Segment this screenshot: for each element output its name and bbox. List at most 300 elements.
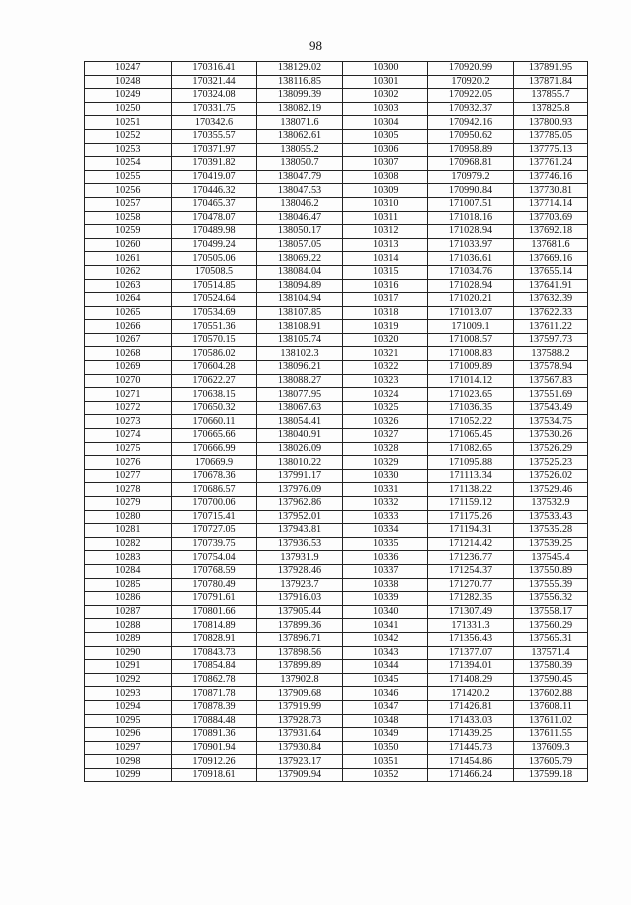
point-number-left-cell: 10295 bbox=[85, 714, 172, 728]
x-coordinate-left-cell: 170514.85 bbox=[172, 279, 257, 293]
y-coordinate-left-cell: 138099.39 bbox=[257, 89, 343, 103]
y-coordinate-left-cell: 138026.09 bbox=[257, 442, 343, 456]
x-coordinate-left-cell: 170342.6 bbox=[172, 116, 257, 130]
point-number-right-cell: 10337 bbox=[343, 564, 428, 578]
table-row bbox=[85, 265, 588, 279]
table-row bbox=[85, 252, 588, 266]
y-coordinate-left-cell: 138096.21 bbox=[257, 361, 343, 375]
point-number-left-cell: 10292 bbox=[85, 673, 172, 687]
table-row bbox=[85, 646, 588, 660]
x-coordinate-left-cell: 170891.36 bbox=[172, 728, 257, 742]
point-number-left-cell: 10276 bbox=[85, 456, 172, 470]
x-coordinate-left-cell: 170754.04 bbox=[172, 551, 257, 565]
point-number-right-cell: 10307 bbox=[343, 157, 428, 171]
table-row bbox=[85, 143, 588, 157]
table-row bbox=[85, 197, 588, 211]
x-coordinate-right-cell: 170922.05 bbox=[428, 89, 514, 103]
y-coordinate-left-cell: 138050.7 bbox=[257, 157, 343, 171]
point-number-right-cell: 10314 bbox=[343, 252, 428, 266]
point-number-right-cell: 10351 bbox=[343, 755, 428, 769]
x-coordinate-left-cell: 170508.5 bbox=[172, 265, 257, 279]
point-number-left-cell: 10297 bbox=[85, 741, 172, 755]
table-row bbox=[85, 415, 588, 429]
table-row bbox=[85, 89, 588, 103]
y-coordinate-right-cell: 137535.28 bbox=[514, 524, 588, 538]
table-row bbox=[85, 374, 588, 388]
y-coordinate-left-cell: 138108.91 bbox=[257, 320, 343, 334]
x-coordinate-left-cell: 170814.89 bbox=[172, 619, 257, 633]
point-number-right-cell: 10340 bbox=[343, 605, 428, 619]
y-coordinate-right-cell: 137588.2 bbox=[514, 347, 588, 361]
y-coordinate-left-cell: 137898.56 bbox=[257, 646, 343, 660]
table-row bbox=[85, 429, 588, 443]
point-number-left-cell: 10253 bbox=[85, 143, 172, 157]
point-number-left-cell: 10280 bbox=[85, 510, 172, 524]
x-coordinate-left-cell: 170650.32 bbox=[172, 401, 257, 415]
table-row bbox=[85, 306, 588, 320]
table-row bbox=[85, 741, 588, 755]
x-coordinate-right-cell: 170958.89 bbox=[428, 143, 514, 157]
point-number-right-cell: 10329 bbox=[343, 456, 428, 470]
y-coordinate-left-cell: 138069.22 bbox=[257, 252, 343, 266]
table-row bbox=[85, 524, 588, 538]
y-coordinate-left-cell: 137896.71 bbox=[257, 632, 343, 646]
y-coordinate-left-cell: 137931.64 bbox=[257, 728, 343, 742]
y-coordinate-left-cell: 138067.63 bbox=[257, 401, 343, 415]
table-row bbox=[85, 211, 588, 225]
point-number-left-cell: 10249 bbox=[85, 89, 172, 103]
x-coordinate-left-cell: 170478.07 bbox=[172, 211, 257, 225]
point-number-left-cell: 10290 bbox=[85, 646, 172, 660]
y-coordinate-right-cell: 137891.95 bbox=[514, 62, 588, 76]
y-coordinate-left-cell: 138102.3 bbox=[257, 347, 343, 361]
y-coordinate-right-cell: 137714.14 bbox=[514, 197, 588, 211]
y-coordinate-left-cell: 138047.79 bbox=[257, 170, 343, 184]
point-number-right-cell: 10319 bbox=[343, 320, 428, 334]
y-coordinate-left-cell: 137909.68 bbox=[257, 687, 343, 701]
y-coordinate-right-cell: 137632.39 bbox=[514, 293, 588, 307]
y-coordinate-right-cell: 137730.81 bbox=[514, 184, 588, 198]
point-number-left-cell: 10289 bbox=[85, 632, 172, 646]
y-coordinate-right-cell: 137560.29 bbox=[514, 619, 588, 633]
x-coordinate-left-cell: 170901.94 bbox=[172, 741, 257, 755]
x-coordinate-right-cell: 171018.16 bbox=[428, 211, 514, 225]
x-coordinate-right-cell: 171439.25 bbox=[428, 728, 514, 742]
table-row bbox=[85, 483, 588, 497]
table-row bbox=[85, 578, 588, 592]
table-row bbox=[85, 605, 588, 619]
x-coordinate-right-cell: 171445.73 bbox=[428, 741, 514, 755]
x-coordinate-right-cell: 171020.21 bbox=[428, 293, 514, 307]
point-number-left-cell: 10299 bbox=[85, 768, 172, 782]
point-number-left-cell: 10266 bbox=[85, 320, 172, 334]
x-coordinate-left-cell: 170586.02 bbox=[172, 347, 257, 361]
x-coordinate-left-cell: 170419.07 bbox=[172, 170, 257, 184]
x-coordinate-right-cell: 170932.37 bbox=[428, 102, 514, 116]
table-row bbox=[85, 347, 588, 361]
table-row bbox=[85, 714, 588, 728]
x-coordinate-left-cell: 170391.82 bbox=[172, 157, 257, 171]
x-coordinate-left-cell: 170878.39 bbox=[172, 700, 257, 714]
x-coordinate-left-cell: 170604.28 bbox=[172, 361, 257, 375]
table-row bbox=[85, 361, 588, 375]
table-row bbox=[85, 170, 588, 184]
x-coordinate-right-cell: 170950.62 bbox=[428, 129, 514, 143]
x-coordinate-left-cell: 170321.44 bbox=[172, 75, 257, 89]
point-number-left-cell: 10284 bbox=[85, 564, 172, 578]
x-coordinate-right-cell: 171095.88 bbox=[428, 456, 514, 470]
y-coordinate-right-cell: 137622.33 bbox=[514, 306, 588, 320]
y-coordinate-left-cell: 138094.89 bbox=[257, 279, 343, 293]
table-row bbox=[85, 333, 588, 347]
y-coordinate-right-cell: 137529.46 bbox=[514, 483, 588, 497]
x-coordinate-left-cell: 170570.15 bbox=[172, 333, 257, 347]
point-number-right-cell: 10345 bbox=[343, 673, 428, 687]
y-coordinate-left-cell: 137952.01 bbox=[257, 510, 343, 524]
x-coordinate-left-cell: 170715.41 bbox=[172, 510, 257, 524]
point-number-left-cell: 10274 bbox=[85, 429, 172, 443]
point-number-right-cell: 10349 bbox=[343, 728, 428, 742]
x-coordinate-right-cell: 171454.86 bbox=[428, 755, 514, 769]
x-coordinate-right-cell: 171270.77 bbox=[428, 578, 514, 592]
point-number-right-cell: 10343 bbox=[343, 646, 428, 660]
point-number-right-cell: 10335 bbox=[343, 537, 428, 551]
table-row bbox=[85, 510, 588, 524]
table-row bbox=[85, 129, 588, 143]
point-number-left-cell: 10273 bbox=[85, 415, 172, 429]
point-number-right-cell: 10330 bbox=[343, 469, 428, 483]
point-number-right-cell: 10336 bbox=[343, 551, 428, 565]
x-coordinate-left-cell: 170780.49 bbox=[172, 578, 257, 592]
point-number-left-cell: 10294 bbox=[85, 700, 172, 714]
y-coordinate-right-cell: 137597.73 bbox=[514, 333, 588, 347]
y-coordinate-right-cell: 137605.79 bbox=[514, 755, 588, 769]
point-number-left-cell: 10263 bbox=[85, 279, 172, 293]
x-coordinate-left-cell: 170666.99 bbox=[172, 442, 257, 456]
y-coordinate-left-cell: 137962.86 bbox=[257, 497, 343, 511]
x-coordinate-left-cell: 170331.75 bbox=[172, 102, 257, 116]
x-coordinate-right-cell: 171377.07 bbox=[428, 646, 514, 660]
point-number-left-cell: 10272 bbox=[85, 401, 172, 415]
y-coordinate-right-cell: 137746.16 bbox=[514, 170, 588, 184]
y-coordinate-right-cell: 137565.31 bbox=[514, 632, 588, 646]
y-coordinate-left-cell: 138057.05 bbox=[257, 238, 343, 252]
point-number-right-cell: 10304 bbox=[343, 116, 428, 130]
point-number-left-cell: 10288 bbox=[85, 619, 172, 633]
point-number-right-cell: 10306 bbox=[343, 143, 428, 157]
point-number-left-cell: 10260 bbox=[85, 238, 172, 252]
x-coordinate-left-cell: 170638.15 bbox=[172, 388, 257, 402]
y-coordinate-right-cell: 137692.18 bbox=[514, 225, 588, 239]
x-coordinate-right-cell: 171009.1 bbox=[428, 320, 514, 334]
point-number-left-cell: 10293 bbox=[85, 687, 172, 701]
point-number-right-cell: 10331 bbox=[343, 483, 428, 497]
y-coordinate-right-cell: 137775.13 bbox=[514, 143, 588, 157]
point-number-left-cell: 10282 bbox=[85, 537, 172, 551]
table-row bbox=[85, 116, 588, 130]
point-number-left-cell: 10256 bbox=[85, 184, 172, 198]
x-coordinate-right-cell: 171009.89 bbox=[428, 361, 514, 375]
x-coordinate-right-cell: 171028.94 bbox=[428, 225, 514, 239]
x-coordinate-left-cell: 170316.41 bbox=[172, 62, 257, 76]
point-number-right-cell: 10324 bbox=[343, 388, 428, 402]
point-number-left-cell: 10262 bbox=[85, 265, 172, 279]
point-number-right-cell: 10310 bbox=[343, 197, 428, 211]
point-number-left-cell: 10277 bbox=[85, 469, 172, 483]
point-number-right-cell: 10344 bbox=[343, 660, 428, 674]
x-coordinate-right-cell: 171036.35 bbox=[428, 401, 514, 415]
y-coordinate-left-cell: 138046.47 bbox=[257, 211, 343, 225]
x-coordinate-left-cell: 170862.78 bbox=[172, 673, 257, 687]
point-number-left-cell: 10267 bbox=[85, 333, 172, 347]
y-coordinate-left-cell: 137930.84 bbox=[257, 741, 343, 755]
y-coordinate-left-cell: 137928.73 bbox=[257, 714, 343, 728]
x-coordinate-left-cell: 170669.9 bbox=[172, 456, 257, 470]
y-coordinate-left-cell: 138046.2 bbox=[257, 197, 343, 211]
y-coordinate-left-cell: 137916.03 bbox=[257, 592, 343, 606]
x-coordinate-left-cell: 170489.98 bbox=[172, 225, 257, 239]
table-row bbox=[85, 102, 588, 116]
point-number-left-cell: 10275 bbox=[85, 442, 172, 456]
x-coordinate-left-cell: 170622.27 bbox=[172, 374, 257, 388]
table-row bbox=[85, 551, 588, 565]
y-coordinate-left-cell: 137899.36 bbox=[257, 619, 343, 633]
x-coordinate-left-cell: 170871.78 bbox=[172, 687, 257, 701]
x-coordinate-right-cell: 171214.42 bbox=[428, 537, 514, 551]
y-coordinate-right-cell: 137525.23 bbox=[514, 456, 588, 470]
x-coordinate-right-cell: 171113.34 bbox=[428, 469, 514, 483]
page-number: 98 bbox=[309, 38, 322, 53]
point-number-right-cell: 10334 bbox=[343, 524, 428, 538]
y-coordinate-right-cell: 137703.69 bbox=[514, 211, 588, 225]
y-coordinate-left-cell: 137919.99 bbox=[257, 700, 343, 714]
x-coordinate-left-cell: 170843.73 bbox=[172, 646, 257, 660]
y-coordinate-right-cell: 137608.11 bbox=[514, 700, 588, 714]
x-coordinate-left-cell: 170355.57 bbox=[172, 129, 257, 143]
x-coordinate-left-cell: 170371.97 bbox=[172, 143, 257, 157]
y-coordinate-right-cell: 137855.7 bbox=[514, 89, 588, 103]
point-number-right-cell: 10338 bbox=[343, 578, 428, 592]
point-number-left-cell: 10248 bbox=[85, 75, 172, 89]
point-number-right-cell: 10320 bbox=[343, 333, 428, 347]
point-number-left-cell: 10252 bbox=[85, 129, 172, 143]
y-coordinate-left-cell: 138071.6 bbox=[257, 116, 343, 130]
x-coordinate-left-cell: 170768.59 bbox=[172, 564, 257, 578]
point-number-right-cell: 10311 bbox=[343, 211, 428, 225]
table-row bbox=[85, 293, 588, 307]
y-coordinate-left-cell: 137976.09 bbox=[257, 483, 343, 497]
point-number-right-cell: 10339 bbox=[343, 592, 428, 606]
point-number-left-cell: 10281 bbox=[85, 524, 172, 538]
y-coordinate-left-cell: 138084.04 bbox=[257, 265, 343, 279]
point-number-right-cell: 10312 bbox=[343, 225, 428, 239]
point-number-left-cell: 10269 bbox=[85, 361, 172, 375]
x-coordinate-right-cell: 171013.07 bbox=[428, 306, 514, 320]
table-row bbox=[85, 388, 588, 402]
y-coordinate-right-cell: 137578.94 bbox=[514, 361, 588, 375]
x-coordinate-left-cell: 170700.06 bbox=[172, 497, 257, 511]
x-coordinate-right-cell: 171023.65 bbox=[428, 388, 514, 402]
y-coordinate-left-cell: 137931.9 bbox=[257, 551, 343, 565]
x-coordinate-right-cell: 171033.97 bbox=[428, 238, 514, 252]
point-number-left-cell: 10270 bbox=[85, 374, 172, 388]
x-coordinate-left-cell: 170465.37 bbox=[172, 197, 257, 211]
point-number-right-cell: 10347 bbox=[343, 700, 428, 714]
x-coordinate-right-cell: 171254.37 bbox=[428, 564, 514, 578]
table-row bbox=[85, 768, 588, 782]
y-coordinate-left-cell: 138040.91 bbox=[257, 429, 343, 443]
table-row bbox=[85, 279, 588, 293]
x-coordinate-right-cell: 171426.81 bbox=[428, 700, 514, 714]
point-number-left-cell: 10261 bbox=[85, 252, 172, 266]
x-coordinate-left-cell: 170739.75 bbox=[172, 537, 257, 551]
point-number-left-cell: 10258 bbox=[85, 211, 172, 225]
y-coordinate-left-cell: 138104.94 bbox=[257, 293, 343, 307]
point-number-left-cell: 10287 bbox=[85, 605, 172, 619]
table-row bbox=[85, 62, 588, 76]
x-coordinate-right-cell: 171466.24 bbox=[428, 768, 514, 782]
x-coordinate-left-cell: 170686.57 bbox=[172, 483, 257, 497]
x-coordinate-right-cell: 171159.12 bbox=[428, 497, 514, 511]
x-coordinate-right-cell: 171420.2 bbox=[428, 687, 514, 701]
y-coordinate-left-cell: 137943.81 bbox=[257, 524, 343, 538]
point-number-left-cell: 10247 bbox=[85, 62, 172, 76]
coordinates-table bbox=[84, 61, 588, 782]
y-coordinate-left-cell: 138129.02 bbox=[257, 62, 343, 76]
y-coordinate-left-cell: 138054.41 bbox=[257, 415, 343, 429]
x-coordinate-right-cell: 170990.84 bbox=[428, 184, 514, 198]
table-row bbox=[85, 619, 588, 633]
point-number-right-cell: 10321 bbox=[343, 347, 428, 361]
point-number-left-cell: 10268 bbox=[85, 347, 172, 361]
x-coordinate-right-cell: 170920.99 bbox=[428, 62, 514, 76]
y-coordinate-right-cell: 137534.75 bbox=[514, 415, 588, 429]
x-coordinate-left-cell: 170918.61 bbox=[172, 768, 257, 782]
table-row bbox=[85, 592, 588, 606]
point-number-left-cell: 10265 bbox=[85, 306, 172, 320]
y-coordinate-right-cell: 137611.55 bbox=[514, 728, 588, 742]
y-coordinate-right-cell: 137602.88 bbox=[514, 687, 588, 701]
x-coordinate-left-cell: 170801.66 bbox=[172, 605, 257, 619]
y-coordinate-left-cell: 138062.61 bbox=[257, 129, 343, 143]
point-number-right-cell: 10325 bbox=[343, 401, 428, 415]
point-number-right-cell: 10308 bbox=[343, 170, 428, 184]
point-number-right-cell: 10333 bbox=[343, 510, 428, 524]
y-coordinate-right-cell: 137530.26 bbox=[514, 429, 588, 443]
y-coordinate-right-cell: 137785.05 bbox=[514, 129, 588, 143]
x-coordinate-right-cell: 170920.2 bbox=[428, 75, 514, 89]
point-number-right-cell: 10327 bbox=[343, 429, 428, 443]
x-coordinate-right-cell: 171236.77 bbox=[428, 551, 514, 565]
point-number-left-cell: 10250 bbox=[85, 102, 172, 116]
y-coordinate-right-cell: 137567.83 bbox=[514, 374, 588, 388]
table-row bbox=[85, 184, 588, 198]
table-row bbox=[85, 660, 588, 674]
y-coordinate-right-cell: 137551.69 bbox=[514, 388, 588, 402]
x-coordinate-left-cell: 170660.11 bbox=[172, 415, 257, 429]
y-coordinate-right-cell: 137590.45 bbox=[514, 673, 588, 687]
x-coordinate-left-cell: 170505.06 bbox=[172, 252, 257, 266]
y-coordinate-left-cell: 137991.17 bbox=[257, 469, 343, 483]
table-row bbox=[85, 157, 588, 171]
y-coordinate-left-cell: 138047.53 bbox=[257, 184, 343, 198]
x-coordinate-left-cell: 170854.84 bbox=[172, 660, 257, 674]
x-coordinate-left-cell: 170884.48 bbox=[172, 714, 257, 728]
table-row bbox=[85, 673, 588, 687]
x-coordinate-right-cell: 171008.83 bbox=[428, 347, 514, 361]
table-row bbox=[85, 497, 588, 511]
y-coordinate-right-cell: 137533.43 bbox=[514, 510, 588, 524]
x-coordinate-left-cell: 170324.08 bbox=[172, 89, 257, 103]
point-number-right-cell: 10317 bbox=[343, 293, 428, 307]
point-number-right-cell: 10313 bbox=[343, 238, 428, 252]
point-number-right-cell: 10328 bbox=[343, 442, 428, 456]
point-number-right-cell: 10305 bbox=[343, 129, 428, 143]
coordinates-table-body bbox=[85, 62, 588, 782]
point-number-left-cell: 10298 bbox=[85, 755, 172, 769]
y-coordinate-right-cell: 137641.91 bbox=[514, 279, 588, 293]
point-number-right-cell: 10315 bbox=[343, 265, 428, 279]
x-coordinate-right-cell: 171282.35 bbox=[428, 592, 514, 606]
table-row bbox=[85, 755, 588, 769]
point-number-right-cell: 10350 bbox=[343, 741, 428, 755]
y-coordinate-right-cell: 137871.84 bbox=[514, 75, 588, 89]
x-coordinate-right-cell: 171014.12 bbox=[428, 374, 514, 388]
y-coordinate-right-cell: 137571.4 bbox=[514, 646, 588, 660]
point-number-right-cell: 10300 bbox=[343, 62, 428, 76]
x-coordinate-right-cell: 171028.94 bbox=[428, 279, 514, 293]
x-coordinate-right-cell: 170968.81 bbox=[428, 157, 514, 171]
x-coordinate-left-cell: 170665.66 bbox=[172, 429, 257, 443]
x-coordinate-right-cell: 171331.3 bbox=[428, 619, 514, 633]
y-coordinate-left-cell: 137905.44 bbox=[257, 605, 343, 619]
y-coordinate-right-cell: 137655.14 bbox=[514, 265, 588, 279]
point-number-right-cell: 10342 bbox=[343, 632, 428, 646]
point-number-left-cell: 10285 bbox=[85, 578, 172, 592]
point-number-right-cell: 10301 bbox=[343, 75, 428, 89]
x-coordinate-right-cell: 171356.43 bbox=[428, 632, 514, 646]
point-number-left-cell: 10279 bbox=[85, 497, 172, 511]
y-coordinate-left-cell: 138088.27 bbox=[257, 374, 343, 388]
y-coordinate-right-cell: 137526.02 bbox=[514, 469, 588, 483]
point-number-left-cell: 10278 bbox=[85, 483, 172, 497]
x-coordinate-right-cell: 171007.51 bbox=[428, 197, 514, 211]
y-coordinate-right-cell: 137556.32 bbox=[514, 592, 588, 606]
y-coordinate-left-cell: 138107.85 bbox=[257, 306, 343, 320]
y-coordinate-left-cell: 137923.17 bbox=[257, 755, 343, 769]
point-number-right-cell: 10332 bbox=[343, 497, 428, 511]
y-coordinate-left-cell: 138055.2 bbox=[257, 143, 343, 157]
x-coordinate-left-cell: 170727.05 bbox=[172, 524, 257, 538]
x-coordinate-left-cell: 170828.91 bbox=[172, 632, 257, 646]
point-number-right-cell: 10341 bbox=[343, 619, 428, 633]
table-row bbox=[85, 700, 588, 714]
point-number-right-cell: 10323 bbox=[343, 374, 428, 388]
table-row bbox=[85, 537, 588, 551]
x-coordinate-right-cell: 171307.49 bbox=[428, 605, 514, 619]
x-coordinate-left-cell: 170551.36 bbox=[172, 320, 257, 334]
table-row bbox=[85, 687, 588, 701]
point-number-left-cell: 10257 bbox=[85, 197, 172, 211]
table-row bbox=[85, 320, 588, 334]
x-coordinate-left-cell: 170678.36 bbox=[172, 469, 257, 483]
y-coordinate-right-cell: 137580.39 bbox=[514, 660, 588, 674]
y-coordinate-right-cell: 137558.17 bbox=[514, 605, 588, 619]
y-coordinate-left-cell: 138082.19 bbox=[257, 102, 343, 116]
point-number-right-cell: 10322 bbox=[343, 361, 428, 375]
y-coordinate-right-cell: 137669.16 bbox=[514, 252, 588, 266]
y-coordinate-right-cell: 137611.22 bbox=[514, 320, 588, 334]
